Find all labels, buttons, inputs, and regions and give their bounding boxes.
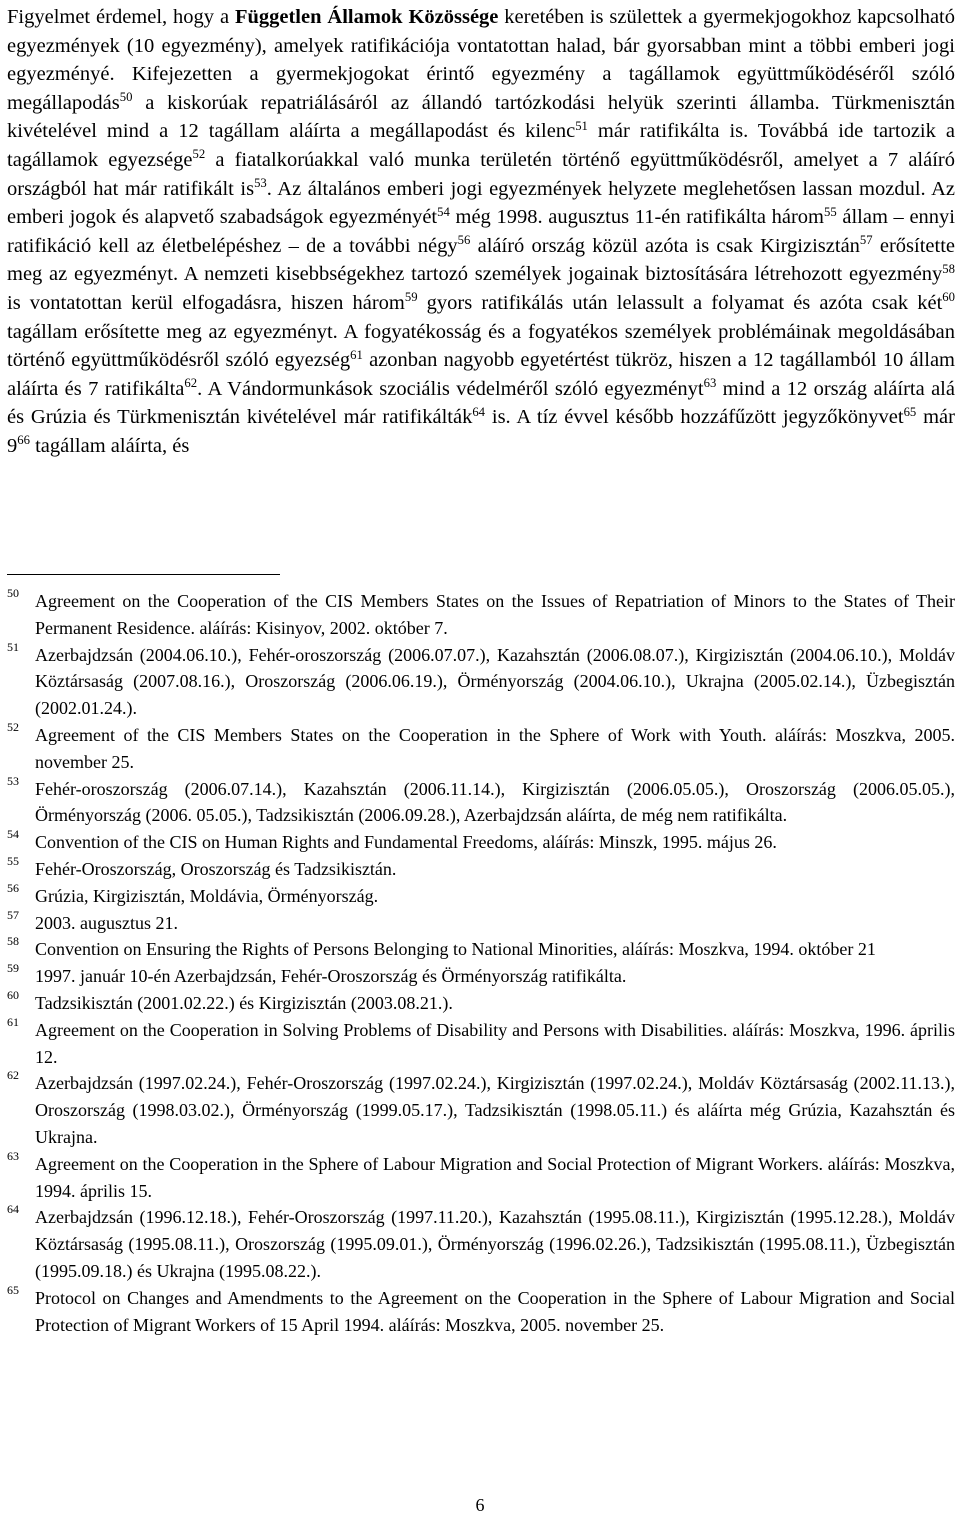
- footnote-text: Agreement on the Cooperation in the Sphere of Labour Migration and Social Protection of Migrant Workers. aláírás: Moszkva, 1994. április 15.: [35, 1153, 955, 1201]
- footnote-text: Agreement on the Cooperation of the CIS Members States on the Issues of Repatriation of Minors to the States of Their Permanent Residence. aláírás: Kisinyov, 2002. október 7.: [35, 591, 955, 638]
- footnote-item: [7, 907, 955, 937]
- footnote-number: 64: [7, 1202, 19, 1217]
- footnote-item: [7, 773, 955, 830]
- footnote-ref[interactable]: 58: [942, 261, 955, 276]
- text-segment: . A Vándormunkások szociális védelméről szóló egyezményt: [197, 377, 704, 400]
- footnote-number: 52: [7, 719, 19, 734]
- text-segment: keretében is születtek a gyermekjogokhoz kapcsolható egyezmények (10 egyezmény), amelyek ratifikációja vontatottan halad, bár gyorsabban mint a többi emberi jogi egyezményé. Kifejezetten a gyermekjogokat érintő egyezmény a tagállamok együttműködéséről szóló megállapodás: [7, 6, 955, 114]
- footnote-number: 53: [7, 773, 19, 788]
- text-segment: már ratifikálta is. Továbbá ide tartozik a tagállamok egyezsége: [7, 120, 955, 171]
- footnote-ref[interactable]: 59: [404, 290, 418, 305]
- footnote-item: [7, 1014, 955, 1071]
- footnote-separator: [7, 574, 280, 575]
- footnote-item: [7, 936, 955, 963]
- footnote-text: Azerbajdzsán (1997.02.24.), Fehér-Oroszország (1997.02.24.), Kirgizisztán (1997.02.24.), Moldáv Köztársaság (2002.11.13.), Oroszország (1998.03.02.), Örményország (1999.05.17.), Tadzsikisztán (1998.05.11.) és aláírta még Grúzia, Kazahsztán és Ukrajna.: [35, 1073, 955, 1147]
- text-segment: mind a 12 ország aláírta alá és Grúzia és Türkmenisztán kivételével már ratifikálták: [7, 377, 955, 429]
- footnote-number: 58: [7, 934, 19, 949]
- footnote-item: [7, 1148, 955, 1205]
- footnote-text: Agreement on the Cooperation in Solving Problems of Disability and Persons with Disabilities. aláírás: Moszkva, 1996. április 12.: [35, 1019, 955, 1067]
- text-segment: erősítette meg az egyezményt. A nemzeti kisebbségekhez tartozó személyek jogainak biztosítására létrehozott egyezmény: [7, 234, 955, 286]
- footnote-item: [7, 880, 955, 910]
- footnote-item: [7, 719, 955, 776]
- footnote-number: 59: [7, 961, 19, 976]
- footnote-ref[interactable]: 55: [824, 204, 837, 219]
- footnote-number: 65: [7, 1282, 19, 1297]
- footnote-item: [7, 639, 955, 722]
- footnote-ref[interactable]: 54: [437, 204, 450, 219]
- text-segment: aláíró ország közül azóta is csak Kirgizisztán: [470, 234, 860, 257]
- footnote-text: Tadzsikisztán (2001.02.22.) és Kirgizisztán (2003.08.21.).: [35, 992, 453, 1013]
- footnote-number: 51: [7, 639, 19, 654]
- footnote-ref[interactable]: 56: [457, 233, 471, 248]
- footnote-text: 2003. augusztus 21.: [35, 912, 178, 933]
- text-segment: már 9: [7, 406, 955, 457]
- footnote-item: [7, 987, 955, 1017]
- paragraph-text: [7, 3, 955, 461]
- footnote-number: 62: [7, 1068, 19, 1083]
- footnote-ref[interactable]: 53: [254, 175, 267, 190]
- footnote-number: 57: [7, 907, 19, 922]
- text-segment: is vontatottan kerül elfogadásra, hiszen három: [7, 291, 405, 314]
- footnote-text: 1997. január 10-én Azerbajdzsán, Fehér-Oroszország és Örményország ratifikálta.: [35, 966, 627, 987]
- footnote-ref[interactable]: 66: [17, 433, 30, 448]
- footnote-text: Agreement of the CIS Members States on the Cooperation in the Sphere of Work with Youth. aláírás: Moszkva, 2005. november 25.: [35, 724, 955, 772]
- footnote-item: [7, 963, 955, 990]
- footnote-item: [7, 829, 955, 856]
- footnote-item: [7, 1204, 955, 1284]
- footnote-number: 55: [7, 853, 19, 868]
- footnote-text: Protocol on Changes and Amendments to the Agreement on the Cooperation in the Sphere of Labour Migration and Social Protection of Migrant Workers of 15 April 1994. aláírás: Moszkva, 2005. november 25.: [35, 1287, 955, 1335]
- footnote-ref[interactable]: 57: [859, 233, 873, 248]
- text-segment: még 1998. augusztus 11-én ratifikálta három: [449, 206, 824, 229]
- text-segment: gyors ratifikálás után lelassult a folyamat és azóta csak két: [417, 291, 943, 314]
- footnote-ref[interactable]: 61: [350, 347, 363, 362]
- text-segment: is. A tíz évvel később hozzáfűzött jegyzőkönyvet: [485, 406, 904, 429]
- footnote-number: 54: [7, 827, 19, 842]
- text-segment: . Az általános emberi jogi egyezmények helyzete meglehetősen lassan mozdul. Az emberi jogok és alapvető szabadságok egyezményét: [7, 177, 955, 229]
- footnote-text: Convention on Ensuring the Rights of Persons Belonging to National Minorities, aláírás: Moszkva, 1994. október 21: [35, 939, 876, 960]
- text-segment: tagállam aláírta, és: [29, 434, 190, 457]
- footnote-text: Convention of the CIS on Human Rights and Fundamental Freedoms, aláírás: Minszk, 1995. május 26.: [35, 832, 777, 853]
- text-segment: tagállam erősítette meg az egyezményt. A fogyatékosság és a fogyatékos személyek problémáinak megoldásában történő együttműködésről szóló egyezség: [7, 320, 955, 372]
- footnote-list: [7, 588, 955, 1338]
- footnote-text: Fehér-oroszország (2006.07.14.), Kazahsztán (2006.11.14.), Kirgizisztán (2006.05.05.), Oroszország (2006.05.05.), Örményország (2006. 05.05.), Tadzsikisztán (2006.09.28.), Azerbajdzsán aláírta, de még nem ratifikálta.: [35, 778, 955, 826]
- footnote-ref[interactable]: 62: [184, 376, 198, 391]
- footnote-text: Grúzia, Kirgizisztán, Moldávia, Örményország.: [35, 885, 379, 906]
- footnote-number: 61: [7, 1014, 19, 1029]
- text-segment: a kiskorúak repatriálásáról az állandó tartózkodási helyük szerinti államba. Türkmenisztán kivételével mind a 12 tagállam aláírta a megállapodást és kilenc: [7, 91, 955, 143]
- footnote-number: 60: [7, 987, 19, 1002]
- page-number: 6: [475, 1495, 485, 1515]
- text-segment: állam – ennyi ratifikáció kell az életbelépéshez – de a további négy: [7, 206, 955, 257]
- text-segment: Figyelmet érdemel, hogy a: [7, 6, 235, 28]
- main-paragraph: [7, 3, 955, 461]
- footnote-text: Azerbajdzsán (1996.12.18.), Fehér-Oroszország (1997.11.20.), Kazahsztán (1995.08.11.), Kirgizisztán (1995.12.28.), Moldáv Köztársaság (1995.08.11.), Oroszország (1995.09.01.), Örményország (1996.02.26.), Tadzsikisztán (1995.08.11.), Üzbegisztán (1995.09.18.) és Ukrajna (1995.08.22.).: [35, 1207, 955, 1281]
- footnote-ref[interactable]: 64: [472, 404, 486, 419]
- footnote-number: 63: [7, 1148, 19, 1163]
- bold-term: Független Államok Közössége: [234, 6, 499, 28]
- footnote-text: Fehér-Oroszország, Oroszország és Tadzsikisztán.: [35, 858, 397, 879]
- footnote-ref[interactable]: 51: [575, 118, 588, 133]
- footnote-ref[interactable]: 65: [903, 404, 917, 419]
- footnote-number: 50: [7, 586, 19, 600]
- footnote-ref[interactable]: 63: [703, 376, 717, 391]
- footnote-number: 56: [7, 880, 19, 895]
- footnote-ref[interactable]: 50: [119, 90, 133, 105]
- footnote-text: Azerbajdzsán (2004.06.10.), Fehér-oroszország (2006.07.07.), Kazahsztán (2006.08.07.), Kirgizisztán (2004.06.10.), Moldáv Köztársaság (2007.08.16.), Oroszország (2006.06.19.), Örményország (2004.06.10.), Ukrajna (2005.02.14.), Üzbegisztán (2002.01.24.).: [35, 644, 955, 719]
- footnote-item: [7, 853, 955, 883]
- footnote-item: [7, 588, 955, 642]
- text-segment: a fiatalkorúakkal való munka területén történő együttműködésről, amelyet a 7 aláíró országból hat már ratifikált is: [7, 148, 955, 200]
- footnote-ref[interactable]: 60: [942, 290, 955, 305]
- footnote-ref[interactable]: 52: [192, 147, 206, 162]
- footnote-item: [7, 1282, 955, 1339]
- text-segment: azonban nagyobb egyetértést tükröz, hiszen a 12 tagállamból 10 állam aláírta és 7 ratifikálta: [7, 349, 955, 400]
- footnote-item: [7, 1070, 955, 1150]
